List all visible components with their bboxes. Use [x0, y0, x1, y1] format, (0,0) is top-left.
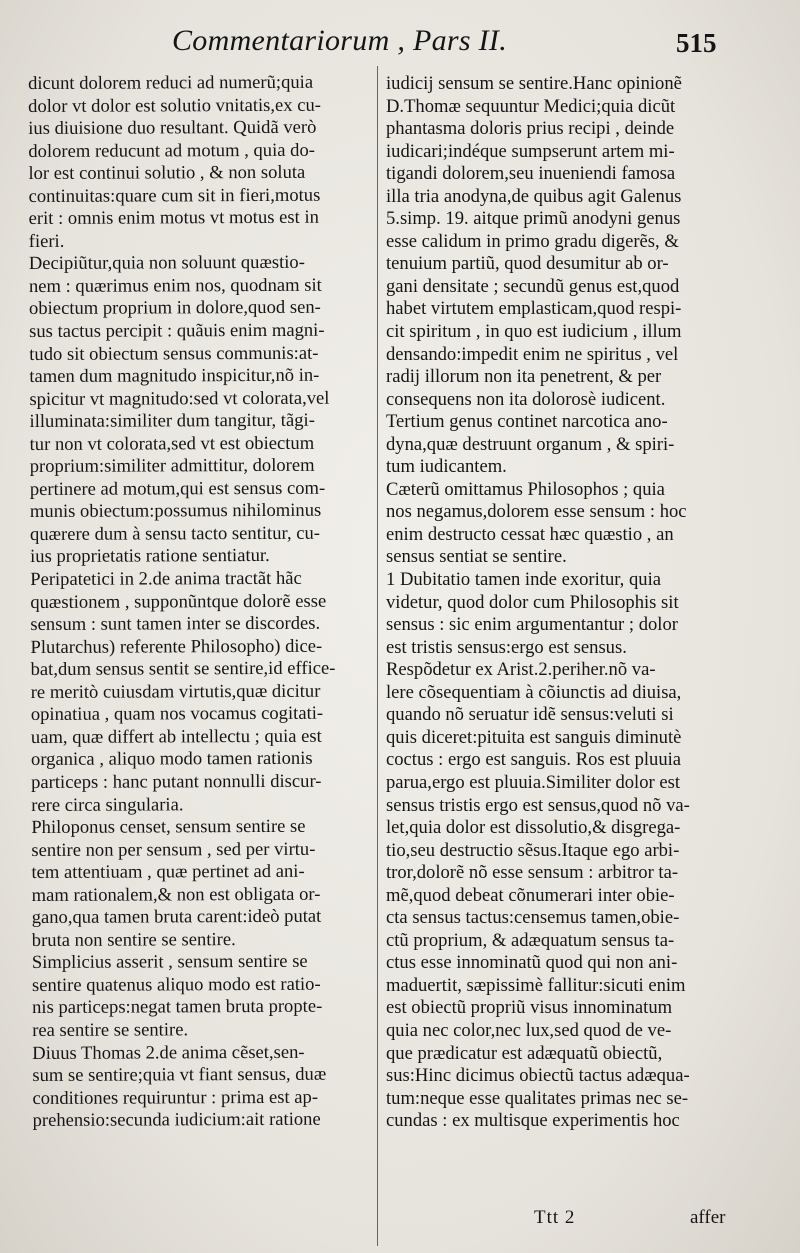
text-line: lor est continui solutio , & non soluta — [28, 161, 306, 185]
text-line: munis obiectum:possumus nihilominus — [29, 500, 322, 523]
column-divider — [377, 66, 378, 1246]
text-line: gani densitate ; secundũ genus est,quod — [386, 275, 680, 297]
text-line: organica , aliquo modo tamen rationis — [30, 748, 313, 771]
text-line: tudo sit obiectum sensus communis:at- — [29, 342, 319, 365]
text-line: ius diuisione duo resultant. Quidã verò — [28, 116, 317, 140]
text-line: maduertit, sæpissimè fallitur:sicuti enim — [386, 974, 686, 996]
text-line: re meritò cuiusdam virtutis,quæ dicitur — [30, 680, 321, 703]
text-line: dolor vt dolor est solutio vnitatis,ex cu- — [28, 94, 322, 117]
text-line: quia nec color,nec lux,sed quod de ve- — [386, 1019, 672, 1041]
text-line: dyna,quæ destruunt organum , & spiri- — [386, 433, 675, 455]
text-line: Respõdetur ex Arist.2.periher.nõ va- — [386, 659, 656, 681]
text-line: illuminata:similiter dum tangitur, tãgi- — [29, 409, 315, 433]
text-line: lere cõsequentiam à cõiunctis ad diuisa, — [386, 681, 682, 703]
text-line: ctus esse innominatũ quod qui non ani- — [386, 952, 678, 974]
text-line: que prædicatur est adæquatũ obiectũ, — [386, 1042, 663, 1064]
text-line: nem : quærimus enim nos, quodnam sit — [28, 274, 322, 297]
text-line: Peripatetici in 2.de anima tractãt hãc — [30, 567, 302, 591]
text-line: sensus tristis ergo est sensus,quod nõ va- — [386, 794, 690, 816]
text-line: quæstionem , supponũntque dolorẽ esse — [30, 590, 327, 613]
text-line: 5.simp. 19. aitque primũ anodyni genus — [386, 208, 681, 230]
text-line: bruta non sentire se sentire. — [31, 928, 236, 951]
text-line: cta sensus tactus:censemus tamen,obie- — [386, 907, 680, 929]
text-line: pertinere ad motum,qui est sensus com- — [29, 477, 326, 500]
text-line: illa tria anodyna,de quibus agit Galenus — [386, 185, 682, 207]
text-line: obiectum proprium in dolore,quod sen- — [28, 297, 321, 320]
text-line: Tertium genus continet narcotica ano- — [386, 411, 668, 433]
text-line: Plutarchus) referente Philosopho) dice- — [30, 635, 323, 658]
page-number: 515 — [676, 28, 717, 58]
text-line: continuitas:quare cum sit in fieri,motus — [28, 184, 321, 207]
text-line: sus tactus percipit : quãuis enim magni- — [29, 319, 325, 343]
text-line: ctũ proprium, & adæquatum sensus ta- — [386, 929, 675, 951]
text-line: Philoponus censet, sensum sentire se — [31, 815, 306, 839]
text-line: quando nõ seruatur idẽ sensus:veluti si — [386, 704, 674, 726]
text-line: nos negamus,dolorem esse sensum : hoc — [386, 501, 687, 523]
text-line: 1 Dubitatio tamen inde exoritur, quia — [386, 569, 661, 591]
text-line: coctus : ergo est sanguis. Ros est pluuia — [386, 749, 682, 771]
text-line: uam, quæ differt ab intellectu ; quia est — [30, 725, 322, 748]
text-line: conditiones requiruntur : prima est ap- — [32, 1086, 319, 1109]
text-line: sensus sentiat se sentire. — [386, 546, 567, 568]
text-line: sentire non per sensum , sed per virtu- — [31, 838, 316, 861]
signature-mark: Ttt 2 — [534, 1207, 576, 1228]
text-line: iudicij sensum se sentire.Hanc opinionẽ — [386, 73, 682, 94]
text-line: tror,dolorẽ nõ esse sensum : arbitror ta- — [386, 862, 679, 884]
text-line: Cæterũ omittamus Philosophos ; quia — [386, 478, 665, 500]
text-line: sensum : sunt tamen inter se discordes. — [30, 612, 321, 636]
text-line: tur non vt colorata,sed vt est obiectum — [29, 432, 315, 455]
text-line: nis particeps:negat tamen bruta propte- — [32, 996, 323, 1019]
text-line: sum se sentire;quia vt fiant sensus, duæ — [32, 1063, 327, 1087]
text-line: let,quia dolor est dissolutio,& disgrega- — [386, 817, 681, 839]
text-line: rere circa singularia. — [31, 793, 184, 816]
text-line: quis diceret:pituita est sanguis diminutè — [386, 726, 682, 748]
text-line: radij illorum non ita penetrent, & per — [386, 366, 662, 388]
text-line: sentire quatenus aliquo modo est ratio- — [31, 973, 321, 996]
text-line: opinatiua , quam nos vocamus cogitati- — [30, 703, 324, 726]
text-line: erit : omnis enim motus vt motus est in — [28, 207, 319, 230]
text-line: tenuium partiũ, quod desumitur ab or- — [386, 253, 669, 275]
text-line: Diuus Thomas 2.de anima cẽset,sen- — [32, 1041, 305, 1064]
text-line: cit spiritum , in quo est iudicium , illum — [386, 321, 682, 343]
text-line: tum:neque esse qualitates primas nec se- — [386, 1087, 689, 1109]
text-line: densando:impedit enim ne spiritus , vel — [386, 343, 679, 365]
left-text-column — [28, 71, 377, 1132]
text-line: tio,seu destructio sẽsus.Itaque ego arbi- — [386, 839, 680, 861]
page-header — [0, 10, 800, 70]
running-title: Commentariorum , Pars II. — [172, 24, 507, 57]
text-line: ius proprietatis ratione sentiatur. — [30, 545, 270, 568]
text-line: habet virtutem emplasticam,quod respi- — [386, 298, 682, 320]
text-line: fieri. — [28, 230, 65, 252]
text-line: phantasma doloris prius recipi , deinde — [386, 118, 675, 140]
text-line: rea sentire se sentire. — [32, 1019, 189, 1041]
text-line: tem attentiuam , quæ pertinet ad ani- — [31, 860, 305, 884]
text-line: tigandi dolorem,seu inueniendi famosa — [386, 163, 676, 185]
text-line: quærere dum à sensu tacto sentitur, cu- — [29, 522, 321, 545]
text-line: sus:Hinc dicimus obiectũ tactus adæqua- — [386, 1065, 690, 1087]
text-line: cundas : ex multisque experimentis hoc — [386, 1110, 680, 1132]
text-line: tum iudicantem. — [386, 456, 507, 478]
catchword: affer — [690, 1207, 726, 1228]
text-line: enim destructo cessat hæc quæstio , an — [386, 523, 674, 545]
text-line: gano,qua tamen bruta carent:ideò putat — [31, 905, 322, 929]
text-line: iudicari;indéque sumpserunt artem mi- — [386, 140, 675, 162]
text-line: prehensio:secunda iudicium:ait ratione — [32, 1108, 321, 1132]
text-line: mam rationalem,& non est obligata or- — [31, 883, 321, 906]
text-line: tamen dum magnitudo inspicitur,nõ in- — [29, 364, 320, 388]
text-line: consequens non ita dolorosè iudicent. — [386, 388, 666, 410]
text-line: mẽ,quod debeat cõnumerari inter obie- — [386, 884, 675, 906]
text-line: proprium:similiter admittitur, dolorem — [29, 455, 315, 478]
text-line: est tristis sensus:ergo est sensus. — [386, 636, 627, 658]
text-line: Simplicius asserit , sensum sentire se — [31, 951, 308, 974]
right-text-column — [386, 73, 774, 1133]
text-line: particeps : hanc putant nonnulli discur- — [31, 770, 322, 793]
text-line: parua,ergo est pluuia.Similiter dolor est — [386, 771, 680, 793]
text-line: Decipiũtur,quia non soluunt quæstio- — [28, 252, 305, 275]
text-line: sensus : sic enim argumentantur ; dolor — [386, 614, 678, 636]
text-line: est obiectũ propriũ visus innominatum — [386, 997, 673, 1019]
text-line: dolorem reducunt ad motum , quia do- — [28, 139, 315, 162]
text-line: D.Thomæ sequuntur Medici;quia dicũt — [386, 95, 676, 117]
text-line: esse calidum in primo gradu digerẽs, & — [386, 230, 679, 252]
text-line: videtur, quod dolor cum Philosophis sit — [386, 591, 679, 613]
text-line: spicitur vt magnitudo:sed vt colorata,vel — [29, 387, 330, 410]
text-line: bat,dum sensus sentit se sentire,id effice- — [30, 657, 336, 681]
text-line: dicunt dolorem reduci ad numerũ;quia — [28, 71, 314, 94]
